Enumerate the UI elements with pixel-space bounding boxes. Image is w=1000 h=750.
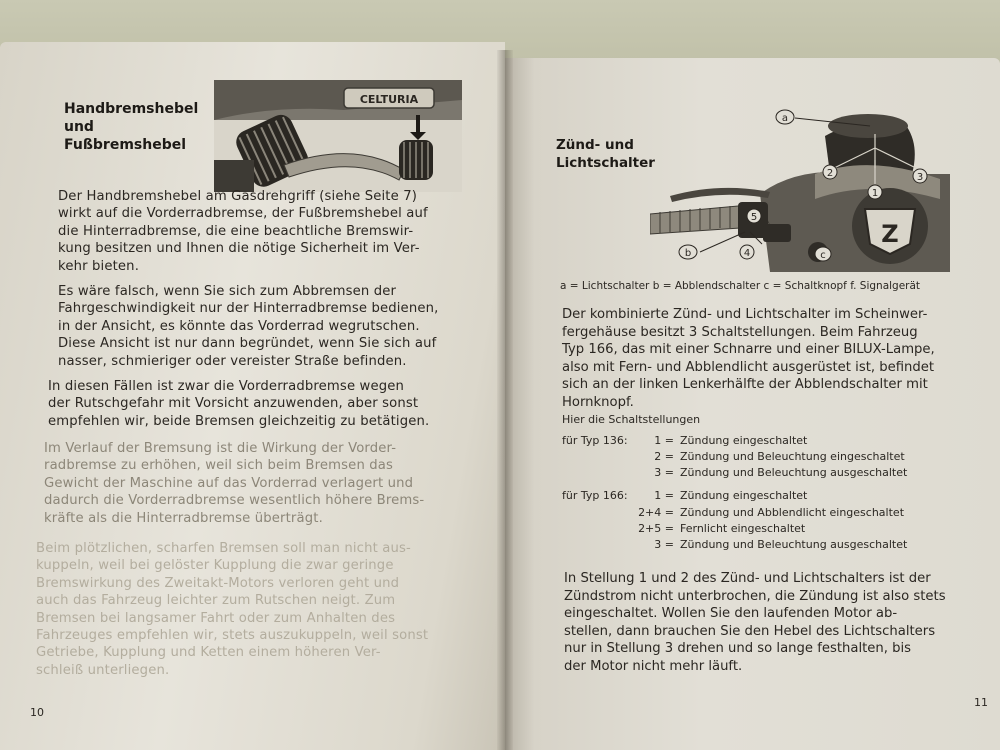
position-text: Zündung und Abblendlicht eingeschaltet (680, 506, 905, 519)
text-line: kehr bieten. (58, 258, 140, 274)
callout-layer (650, 104, 950, 272)
list-item (630, 466, 907, 479)
figure-caption: a = Lichtschalter b = Abblendschalter c = Schaltknopf f. Signalgerät (560, 280, 921, 292)
text-line: Getriebe, Kupplung und Ketten einem höheren Ver- (36, 645, 381, 661)
left-paragraph-1 (58, 188, 463, 275)
svg-text:1: 1 (871, 188, 879, 199)
position-key: 2+5 = (638, 522, 674, 535)
svg-text:a: a (781, 113, 789, 124)
text-line: Es wäre falsch, wenn Sie sich zum Abbremsen der (58, 284, 397, 299)
heading-line-2: und (64, 119, 94, 135)
text-line: also mit Fern- und Abblendlicht ausgerüstet ist, befindet (562, 359, 935, 375)
callout-b (679, 245, 697, 259)
svg-text:Z: Z (881, 220, 899, 248)
position-text: Zündung eingeschaltet (680, 489, 808, 502)
text-line: auch das Fahrzeug leichter zum Rutschen neigt. Zum (36, 593, 396, 609)
svg-text:2: 2 (826, 168, 834, 179)
heading-line-1: Zünd- und (556, 137, 634, 153)
right-heading (556, 136, 655, 172)
list-item (630, 538, 907, 551)
right-paragraph-1 (562, 306, 935, 412)
text-line: Diese Ansicht ist nur dann begründet, wenn Sie sich auf (58, 336, 437, 352)
text-line: kuppeln, weil bei gelöster Kupplung die zwar geringe (36, 558, 394, 574)
text-line: Gewicht der Maschine auf das Vorderrad verlagert und (44, 475, 414, 491)
position-text: Zündung und Beleuchtung ausgeschaltet (680, 538, 908, 551)
left-paragraph-3 (48, 378, 466, 430)
text-line: Bremsen bei langsamer Fahrt oder zum Anhalten des (36, 610, 396, 626)
text-line: Der kombinierte Zünd- und Lichtschalter im Scheinwer- (562, 307, 928, 322)
position-text: Zündung und Beleuchtung eingeschaltet (680, 450, 905, 463)
text-line: kung besitzen und Ihnen die nötige Sicherheit im Ver- (58, 241, 420, 257)
svg-text:b: b (684, 248, 692, 259)
callout-4 (740, 245, 754, 259)
book-gutter (497, 50, 513, 750)
left-heading (64, 100, 198, 154)
svg-text:4: 4 (743, 248, 751, 259)
callout-3 (913, 169, 927, 183)
typ136-label: für Typ 136: (562, 434, 628, 447)
callout-2 (823, 165, 837, 179)
text-line: Fahrzeuges empfehlen wir, stets auszukuppeln, weil sonst (36, 628, 429, 644)
list-item (630, 489, 807, 502)
text-line: Zündstrom nicht unterbrochen, die Zündung ist also stets (564, 588, 946, 604)
heading-line-1: Handbremshebel (64, 101, 199, 117)
list-item (630, 506, 904, 519)
text-line: empfehlen wir, beide Bremsen gleichzeitig zu betätigen. (48, 413, 430, 429)
heading-line-2: Lichtschalter (556, 155, 655, 171)
typ166-label: für Typ 166: (562, 489, 628, 502)
text-line: eingeschaltet. Wollen Sie den laufenden Motor ab- (564, 606, 898, 622)
heading-line-3: Fußbremshebel (64, 137, 187, 153)
text-line: der Motor nicht mehr läuft. (564, 658, 743, 674)
left-paragraph-2 (58, 283, 468, 370)
text-line: nur in Stellung 3 drehen und so lange festhalten, bis (564, 641, 912, 657)
position-key: 3 = (654, 466, 674, 479)
text-line: Fahrgeschwindigkeit nur der Hinterradbremse bedienen, (58, 301, 439, 317)
callout-1 (868, 185, 882, 199)
list-item (630, 434, 807, 447)
text-line: Beim plötzlichen, scharfen Bremsen soll man nicht aus- (36, 541, 411, 556)
text-line: schleiß unterliegen. (36, 662, 170, 678)
position-key: 3 = (654, 538, 674, 551)
callout-c (815, 247, 831, 261)
position-key: 1 = (654, 489, 674, 502)
text-line: nasser, schmieriger oder vereister Straße befinden. (58, 353, 407, 369)
text-line: kräfte als die Hinterradbremse überträgt. (44, 510, 323, 526)
position-text: Zündung eingeschaltet (680, 434, 808, 447)
position-text: Zündung und Beleuchtung ausgeschaltet (680, 466, 908, 479)
callout-a (776, 110, 794, 124)
position-key: 1 = (654, 434, 674, 447)
text-line: radbremse zu erhöhen, weil sich beim Bremsen das (44, 458, 394, 474)
text-line: Der Handbremshebel am Gasdrehgriff (siehe Seite 7) (58, 189, 418, 204)
text-line: Im Verlauf der Bremsung ist die Wirkung der Vorder- (44, 441, 397, 456)
illustration-label: CELTURIA (359, 93, 419, 106)
list-item (630, 522, 805, 535)
text-line: in der Ansicht, es könnte das Vorderrad wegrutschen. (58, 318, 420, 334)
text-line: sich an der linken Lenkerhälfte der Abblendschalter mit (562, 377, 928, 393)
svg-text:5: 5 (750, 212, 758, 223)
svg-text:c: c (820, 250, 826, 261)
position-key: 2 = (654, 450, 674, 463)
callout-5 (747, 209, 761, 223)
text-line: dadurch die Vorderradbremse wesentlich höhere Brems- (44, 493, 425, 509)
text-line: Hornknopf. (562, 394, 634, 410)
text-line: stellen, dann brauchen Sie den Hebel des Lichtschalters (564, 623, 936, 639)
right-page-number: 11 (974, 696, 988, 709)
svg-text:3: 3 (916, 172, 924, 183)
left-paragraph-5 (36, 540, 466, 679)
brake-lever-drawing (214, 80, 462, 192)
left-page-number: 10 (30, 706, 44, 719)
text-line: In diesen Fällen ist zwar die Vorderradbremse wegen (48, 379, 405, 394)
text-line: Typ 166, das mit einer Schnarre und einer BILUX-Lampe, (562, 342, 935, 358)
left-paragraph-4 (44, 440, 464, 527)
text-line: die Hinterradbremse, die eine beachtliche Bremswir- (58, 223, 414, 239)
text-line: der Rutschgefahr mit Vorsicht anzuwenden, aber sonst (48, 396, 419, 412)
right-paragraph-2 (564, 570, 946, 676)
text-line: In Stellung 1 und 2 des Zünd- und Lichtschalters ist der (564, 571, 931, 586)
text-line: Bremswirkung des Zweitakt-Motors verloren geht und (36, 575, 400, 591)
position-text: Fernlicht eingeschaltet (680, 522, 806, 535)
text-line: fergehäuse besitzt 3 Schaltstellungen. Beim Fahrzeug (562, 324, 918, 340)
brake-lever-illustration (214, 80, 462, 192)
text-line: wirkt auf die Vorderradbremse, der Fußbremshebel auf (58, 206, 428, 222)
positions-title: Hier die Schaltstellungen (562, 413, 701, 426)
list-item (630, 450, 905, 463)
position-key: 2+4 = (638, 506, 674, 519)
